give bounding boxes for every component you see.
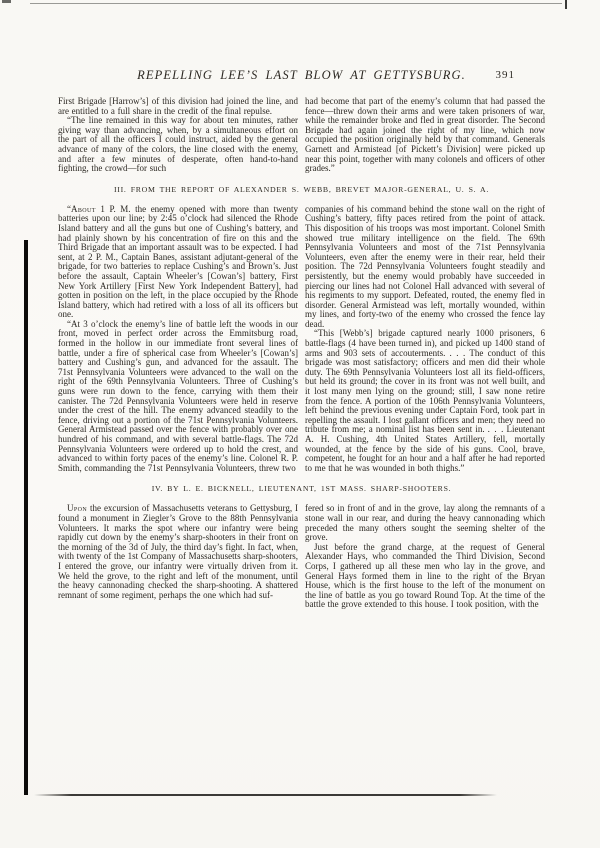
paragraph: “This [Webb’s] brigade captured nearly 1000 prisoners, 6 battle-flags (4 have been turned in), and picked up 1400 stand of arms and 903 sets of accouterments. . . . The conduct of this brigade was most satisfactory; officers and men did their whole duty. The 69th Pennsylvania Volunteers lost all its field-officers, but held its ground; the cover in its front was not well built, and it lost many men lying on the ground; still, I saw none retire from the fence. A portion of the 106th Pennsylvania Volunteers, left behind the previous evening under Captain Ford, took part in repelling the assault. I lost gallant officers and men; they need no tribute from me; a nominal list has been sent in. . . . Lieutenant A. H. Cushing, 4th United States Artillery, fell, mortally wounded, at the fence by the side of his guns. Cool, brave, competent, he fought for an hour and a half after he had reported to me that he was wounded in both thighs.”: [305, 328, 545, 473]
paragraph: First Brigade [Harrow’s] of this division had joined the line, and are entitled to a full share in the credit of the final repulse.: [58, 96, 298, 116]
page-title: REPELLING LEE’S LAST BLOW AT GETTYSBURG.: [137, 68, 466, 82]
scan-edge-top-line: [30, 3, 562, 4]
section-iii-band: [58, 205, 545, 474]
right-column: [305, 504, 545, 610]
section-heading-iv: IV. BY L. E. BICKNELL, LIEUTENANT, 1ST MASS. SHARP-SHOOTERS.: [151, 484, 452, 494]
paragraph: “The line remained in this way for about ten minutes, rather giving way than advancing, when, by a simultaneous effort on the part of all the officers I could instruct, aided by the general advance of many of the colors, the line closed with the enemy, and after a few minutes of desperate, often hand-to-hand fighting, the crowd—for such: [58, 115, 298, 174]
section-heading-iii: III. FROM THE REPORT OF ALEXANDER S. WEBB, BREVET MAJOR-GENERAL, U. S. A.: [114, 184, 489, 194]
continuation-band: [58, 97, 545, 174]
left-column: [58, 504, 298, 610]
scan-edge-bottom-line: [34, 794, 497, 796]
paragraph-text: 1 P. M. the enemy opened with more than twenty batteries upon our line; by 2:45 o’clock had silenced the Rhode Island battery and all the guns but one of Cushing’s battery, and had plainly shown by his concentration of fire on this and the Third Brigade that an important assault was to be expected. I had sent, at 2 P. M., Captain Banes, assistant adjutant-general of the brigade, for two batteries to replace Cushing’s and Brown’s. Just before the assault, Captain Wheeler’s [Cowan’s] battery, First New York Artillery [First New York Independent Battery], had gotten in position on the left, in the place occupied by the Rhode Island battery, which had retired with a loss of all its officers but one.: [58, 203, 298, 320]
page-number: 391: [495, 69, 515, 81]
open-quote: “: [67, 203, 71, 214]
paragraph-text: the excursion of Massachusetts veterans to Gettysburg, I found a monument in Ziegler’s Grove to the 88th Pennsylvania Volunteers. It marks the spot where our infantry were being rapidly cut down by the enemy’s sharp-shooters in their front on the morning of the 3d of July, the third day’s fight. In fact, when, with twenty of the 1st Company of Massachusetts sharp-shooters, I entered the grove, our infantry were virtually driven from it. We held the grove, to the right and left of the monument, until the heavy cannonading checked the sharp-shooting. A shattered remnant of some regiment, perhaps the one which had suf-: [58, 503, 298, 600]
scan-edge-left-bar: [24, 240, 28, 795]
lead-word: About: [71, 203, 96, 214]
section-iv-band: [58, 504, 545, 610]
paragraph: fered so in front of and in the grove, lay along the remnants of a stone wall in our rear, and during the heavy cannonading which preceded the many others sought the seeming shelter of the grove.: [305, 503, 545, 543]
text-block: [58, 68, 545, 610]
paragraph: companies of his command behind the stone wall on the right of Cushing’s battery, fifty paces retired from the point of attack. This disposition of his troops was most important. Colonel Smith showed true military intelligence on the field. The 69th Pennsylvania Volunteers and most of the 71st Pennsylvania Volunteers, even after the enemy were in their rear, held their position. The 72d Pennsylvania Volunteers fought steadily and persistently, but the enemy would probably have succeeded in piercing our lines had not Colonel Hall advanced with several of his regiments to my support. Defeated, routed, the enemy fled in disorder. General Armistead was left, mortally wounded, within my lines, and forty-two of the enemy who crossed the fence lay dead.: [305, 203, 545, 329]
right-column: [305, 97, 545, 174]
paragraph: had become that part of the enemy’s column that had passed the fence—threw down their arms and were taken prisoners of war, while the remainder broke and fled in great disorder. The Second Brigade had again joined the right of my line, which now occupied the position originally held by that command. Generals Garnett and Armistead [of Pickett’s Division] were picked up near this point, together with many colonels and officers of other grades.”: [305, 96, 545, 174]
left-column: [58, 97, 298, 174]
scan-edge-top-right-tick: [565, 0, 567, 9]
scan-edge-top-left-dash: [2, 0, 11, 3]
paragraph: [58, 205, 298, 320]
lead-word: Upon: [67, 503, 88, 514]
running-head: [58, 68, 545, 84]
paragraph: [58, 504, 298, 600]
right-column: [305, 205, 545, 474]
left-column: [58, 205, 298, 474]
paragraph: Just before the grand charge, at the request of General Alexander Hays, who commanded the Third Division, Second Corps, I gathered up all these men who lay in the grove, and General Hays formed them in line to the right of the Bryan House, which is the first house to the left of the monument on the line of battle as you go toward Round Top. At the time of the battle the grove extended to this house. I took position, with the: [305, 541, 545, 610]
paragraph: “At 3 o’clock the enemy’s line of battle left the woods in our front, moved in perfect order across the Emmitsburg road, formed in the hollow in our immediate front several lines of battle, under a fire of spherical case from Wheeler’s [Cowan’s] battery and Cushing’s gun, and advanced for the assault. The 71st Pennsylvania Volunteers were advanced to the wall on the right of the 69th Pennsylvania Volunteers. Three of Cushing’s guns were run down to the fence, carrying with them their canister. The 72d Pennsylvania Volunteers were held in reserve under the crest of the hill. The enemy advanced steadily to the fence, driving out a portion of the 71st Pennsylvania Volunteers. General Armistead passed over the fence with probably over one hundred of his command, and with several battle-flags. The 72d Pennsylvania Volunteers were ordered up to hold the crest, and advanced to within forty paces of the enemy’s line. Colonel R. P. Smith, commanding the 71st Pennsylvania Volunteers, threw two: [58, 318, 298, 473]
